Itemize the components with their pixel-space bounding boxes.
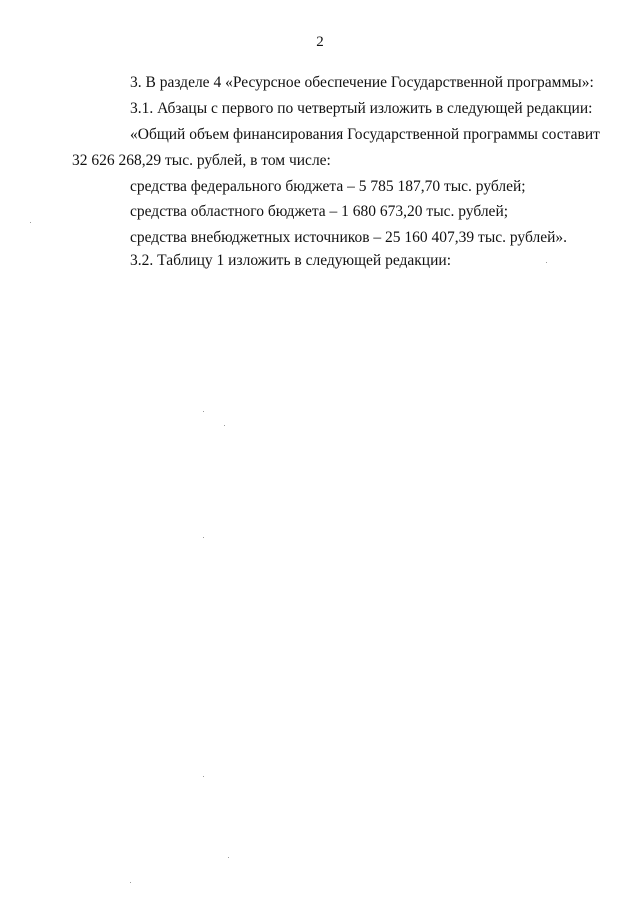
scan-speck xyxy=(203,537,204,538)
paragraph-3-2: 3.2. Таблицу 1 изложить в следующей редакции: xyxy=(130,252,451,269)
scan-speck xyxy=(546,262,547,263)
paragraph-financing-intro: «Общий объем финансирования Государственной программы составит xyxy=(130,126,600,143)
scan-speck xyxy=(30,222,31,223)
scan-speck xyxy=(203,776,204,777)
paragraph-regional-budget: средства областного бюджета – 1 680 673,20 тыс. рублей; xyxy=(130,203,509,220)
page-number: 2 xyxy=(316,34,324,50)
paragraph-extra-budget: средства внебюджетных источников – 25 160 407,39 тыс. рублей». xyxy=(130,229,567,246)
scan-speck xyxy=(130,882,131,883)
paragraph-federal-budget: средства федерального бюджета – 5 785 187,70 тыс. рублей; xyxy=(130,178,526,195)
scan-speck xyxy=(203,411,204,412)
paragraph-section-3: 3. В разделе 4 «Ресурсное обеспечение Государственной программы»: xyxy=(130,74,594,91)
paragraph-3-1: 3.1. Абзацы с первого по четвертый изложить в следующей редакции: xyxy=(130,100,593,117)
scan-speck xyxy=(224,425,225,426)
paragraph-financing-total: 32 626 268,29 тыс. рублей, в том числе: xyxy=(72,152,331,169)
scan-speck xyxy=(228,857,229,858)
